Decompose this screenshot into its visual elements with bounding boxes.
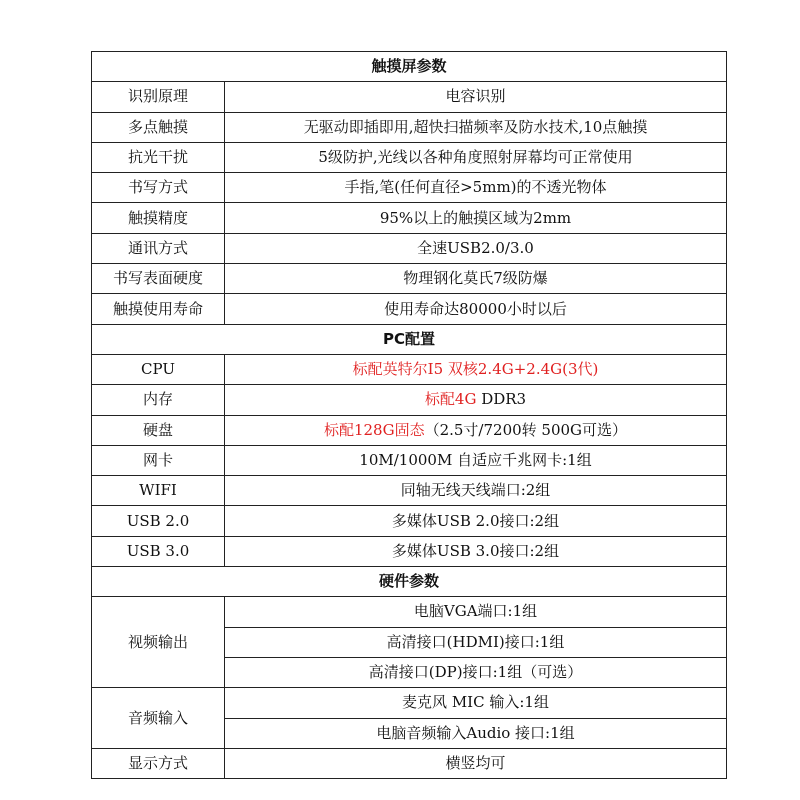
highlight-text: 标配英特尔I5 双核2.4G+2.4G(3代) [352,360,599,379]
spec-value: 电脑VGA端口:1组 [225,597,727,627]
table-row [92,748,727,778]
table-row [92,142,727,172]
spec-value: 麦克风 MIC 输入:1组 [225,688,727,718]
table-row [92,445,727,475]
highlight-text: 标配4G [424,390,477,409]
spec-key: 触摸精度 [92,203,225,233]
value-text: DDR3 [476,390,527,409]
spec-key: USB 3.0 [92,536,225,566]
spec-value: 10M/1000M 自适应千兆网卡:1组 [225,445,727,475]
spec-table [91,51,727,779]
table-row [92,112,727,142]
spec-value: 手指,笔(任何直径>5mm)的不透光物体 [225,173,727,203]
section-row [92,52,727,82]
table-row [92,203,727,233]
spec-key: 书写方式 [92,173,225,203]
table-row [92,82,727,112]
spec-value [225,385,727,415]
spec-key: 音频输入 [92,688,225,749]
table-row [92,506,727,536]
spec-value: 高清接口(DP)接口:1组（可选） [225,657,727,687]
spec-value: 电脑音频输入Audio 接口:1组 [225,718,727,748]
table-row [92,173,727,203]
table-row [92,294,727,324]
spec-key: 抗光干扰 [92,142,225,172]
spec-value: 同轴无线天线端口:2组 [225,476,727,506]
spec-value: 多媒体USB 2.0接口:2组 [225,506,727,536]
spec-key: 网卡 [92,445,225,475]
spec-key: 识别原理 [92,82,225,112]
table-row [92,354,727,384]
spec-value [225,415,727,445]
spec-value: 全速USB2.0/3.0 [225,233,727,263]
spec-key: 多点触摸 [92,112,225,142]
section-title-hw: 硬件参数 [92,567,727,597]
spec-key: 书写表面硬度 [92,264,225,294]
spec-key: 视频输出 [92,597,225,688]
spec-key: 显示方式 [92,748,225,778]
spec-value: 横竖均可 [225,748,727,778]
spec-value: 5级防护,光线以各种角度照射屏幕均可正常使用 [225,142,727,172]
spec-value: 电容识别 [225,82,727,112]
section-title-touch: 触摸屏参数 [92,52,727,82]
spec-key: 通讯方式 [92,233,225,263]
spec-value [225,354,727,384]
table-row [92,415,727,445]
table-row [92,264,727,294]
spec-key: WIFI [92,476,225,506]
spec-value: 物理钢化莫氏7级防爆 [225,264,727,294]
table-row [92,233,727,263]
table-row [92,688,727,718]
spec-value: 高清接口(HDMI)接口:1组 [225,627,727,657]
value-text: （2.5寸/7200转 500G可选） [424,420,628,439]
spec-key: 硬盘 [92,415,225,445]
table-row [92,536,727,566]
section-row [92,324,727,354]
highlight-text: 标配128G固态 [323,420,425,439]
spec-value: 使用寿命达80000小时以后 [225,294,727,324]
spec-key: 触摸使用寿命 [92,294,225,324]
spec-value: 95%以上的触摸区域为2mm [225,203,727,233]
spec-key: CPU [92,354,225,384]
table-row [92,385,727,415]
spec-key: 内存 [92,385,225,415]
spec-value: 无驱动即插即用,超快扫描频率及防水技术,10点触摸 [225,112,727,142]
table-row [92,476,727,506]
section-title-pc: PC配置 [92,324,727,354]
spec-value: 多媒体USB 3.0接口:2组 [225,536,727,566]
section-row [92,567,727,597]
table-row [92,597,727,627]
spec-key: USB 2.0 [92,506,225,536]
